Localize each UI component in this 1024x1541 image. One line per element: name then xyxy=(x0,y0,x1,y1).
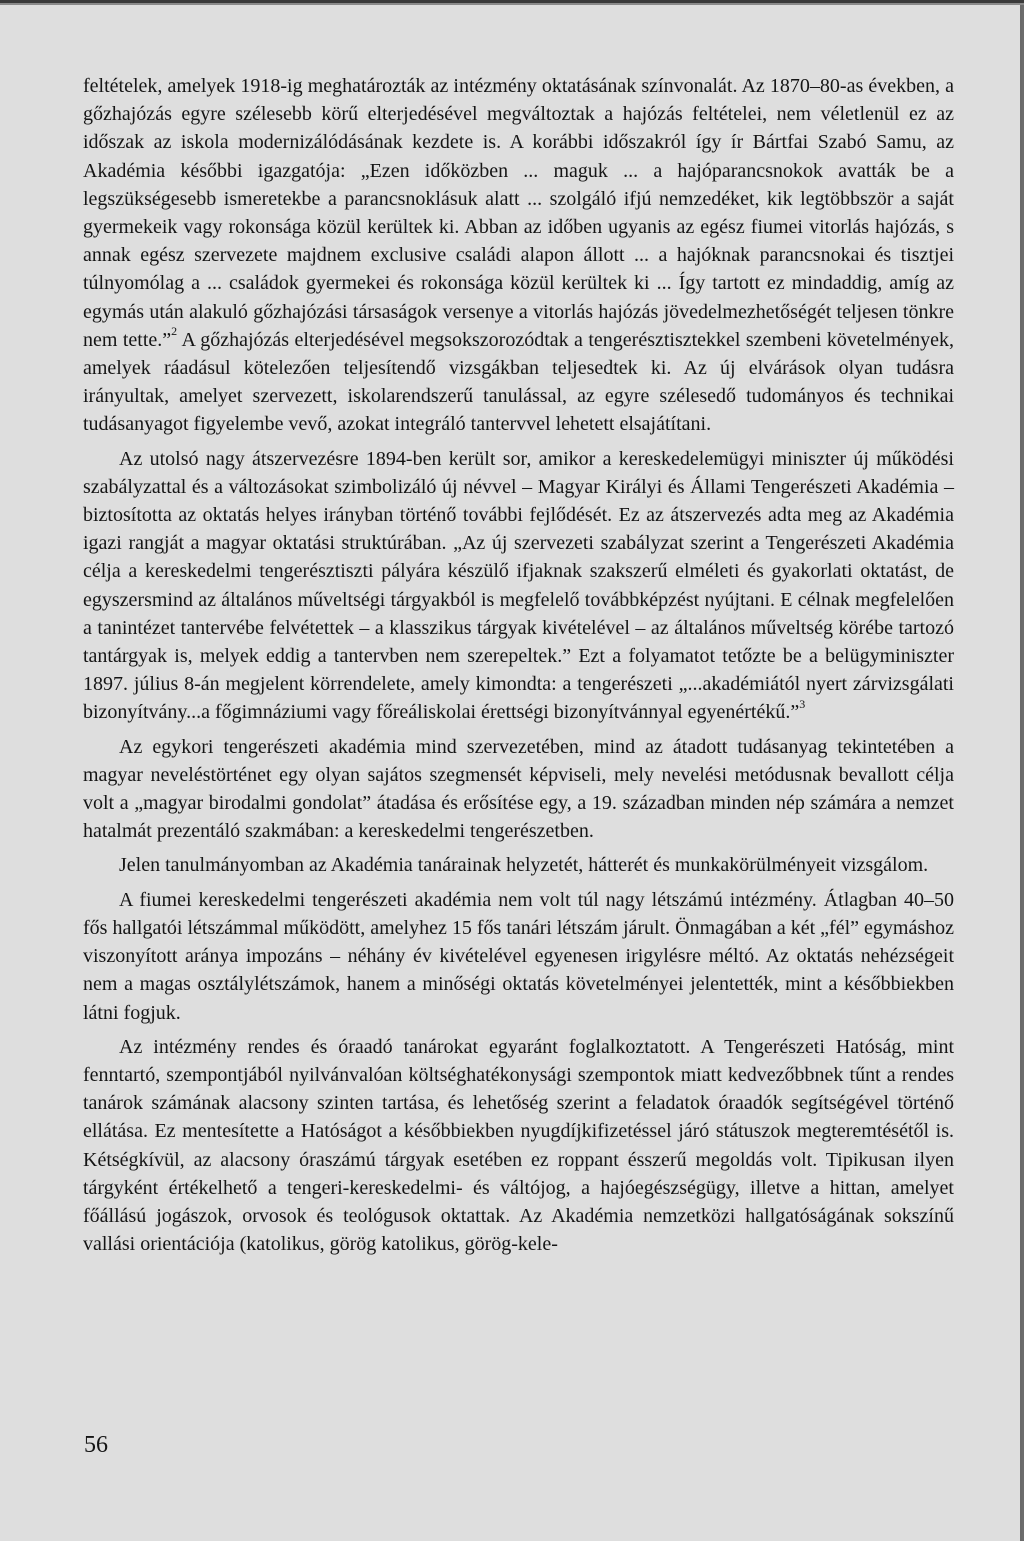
paragraph-4-text: Jelen tanulmányomban az Akadémia tanárainak helyzetét, hátterét és munkakörülményeit vizsgálom. xyxy=(119,854,929,877)
paragraph-5-text: A fiumei kereskedelmi tengerészeti akadémia nem volt túl nagy létszámú intézmény. Átlagban 40–50 fős hallgatói létszámmal működött, amelyhez 15 fős tanári létszám járult. Önmagában a két „fél” egymáshoz viszonyított aránya impozáns – néhány év kivételével egyenesen irigylésre méltó. Az oktatás nehézségeit nem a magas osztálylétszámok, hanem a minőségi oktatás követelményei jelentették, mint a későbbiekben látni fogjuk. xyxy=(83,888,954,1024)
paragraph-1 xyxy=(83,72,954,439)
footnote-ref-2: 2 xyxy=(171,324,178,339)
paragraph-1-text: feltételek, amelyek 1918-ig meghatározták az intézmény oktatásának színvonalát. Az 1870–80-as években, a gőzhajózás egyre szélesebb körű elterjedésével megváltoztak a hajózás feltételei, nem véletlenül ez az időszak az iskola modernizálódásának kezdete is. A korábbi időszakról így ír Bártfai Szabó Samu, az Akadémia későbbi igazgatója: „Ezen időközben ... maguk ... a hajóparancsnokok avatták be a legszükségesebb ismeretekbe a parancsnoklásuk alatt ... szolgáló ifjú nemzedéket, kik legtöbbször a saját gyermekeik vagy rokonsága közül kerültek ki. Abban az időben ugyanis az egész fiumei vitorlás hajózás, s annak egész szervezete majdnem exclusive családi alapon állott ... a hajóknak parancsnokai és tisztjei túlnyomólag a ... családok gyermekei és rokonsága közül kerültek ki ... Így tartott ez mindaddig, amíg az egymás után alakuló gőzhajózási társaságok versenye a vitorlás hajózás jövedelmezhetőségét teljesen tönkre nem tette.” xyxy=(83,75,954,351)
paragraph-3 xyxy=(83,733,954,846)
body-text xyxy=(83,72,954,1264)
paragraph-6-text: Az intézmény rendes és óraadó tanárokat egyaránt foglalkoztatott. A Tengerészeti Hatóság, mint fenntartó, szempontjából nyilvánvalóan költséghatékonysági szempontok miatt kedvezőbbnek tűnt a rendes tanárok számának alacsony szinten tartása, és lehetőség szerint a feladatok óraadók segítségével történő ellátása. Ez mentesítette a Hatóságot a későbbiekben nyugdíjkifizetéssel járó státuszok megteremtésétől is. Kétségkívül, az alacsony óraszámú tárgyak esetében ez roppant ésszerű megoldás volt. Tipikusan ilyen tárgyként értékelhető a tengeri-kereskedelmi- és váltójog, a hajóegészségügy, illetve a hittan, amelyet főállású jogászok, orvosok és teológusok oktattak. Az Akadémia nemzetközi hallgatóságának sokszínű vallási orientációja (katolikus, görög katolikus, görög-kele- xyxy=(83,1035,954,1256)
paragraph-4 xyxy=(83,851,954,879)
paragraph-5 xyxy=(83,886,954,1027)
paragraph-2-text: Az utolsó nagy átszervezésre 1894-ben került sor, amikor a kereskedelemügyi miniszter új működési szabályzattal és a változásokat szimbolizáló új névvel – Magyar Királyi és Állami Tengerészeti Akadémia – biztosította az oktatás helyes irányban történő további fejlődését. Ez az átszervezés adta meg az Akadémia igazi rangját a magyar oktatási struktúrában. „Az új szervezeti szabályzat szerint a Tengerészeti Akadémia célja a kereskedelmi tengerésztiszti pályára készülő ifjaknak szakszerű elméleti és gyakorlati oktatást, de egyszersmind az általános műveltségi tárgyakból is megfelelő továbbképzést nyújtani. E célnak megfelelően a tanintézet tantervébe felvétettek – a klasszikus tárgyak kivételével – az általános műveltség körébe tartozó tantárgyak is, melyek eddig a tantervben nem szerepeltek.” Ezt a folyamatot tetőzte be a belügyminiszter 1897. július 8-án megjelent körrendelete, amely kimondta: a tengerészeti „...akadémiától nyert zárvizsgálati bizonyítvány...a főgimnáziumi vagy főreáliskolai érettségi bizonyítvánnyal egyenértékű.” xyxy=(83,447,954,724)
top-border-shadow xyxy=(0,3,1024,5)
page-number: 56 xyxy=(84,1432,108,1458)
paragraph-3-text: Az egykori tengerészeti akadémia mind szervezetében, mind az átadott tudásanyag tekintetében a magyar neveléstörténet egy olyan sajátos szegmensét képviseli, mely nevelési metódusnak bevallott célja volt a „magyar birodalmi gondolat” átadása és erősítése egy, a 19. században minden nép számára a nemzet hatalmát prezentáló szakmában: a kereskedelmi tengerészetben. xyxy=(83,735,954,843)
paragraph-2 xyxy=(83,445,954,727)
paragraph-6 xyxy=(83,1033,954,1259)
footnote-ref-3: 3 xyxy=(799,696,806,711)
paragraph-1-text-cont: A gőzhajózás elterjedésével megsokszorozódtak a tengerésztisztekkel szembeni követelmények, amelyek ráadásul kötelezően teljesítendő vizsgákban teljesedtek ki. Az új elvárások olyan tudásra irányultak, amelyet szervezett, iskolarendszerű tanulással, az egyre szélesedő tudományos és technikai tudásanyagot figyelembe vevő, azokat integráló tantervvel lehetett elsajátítani. xyxy=(83,328,955,436)
